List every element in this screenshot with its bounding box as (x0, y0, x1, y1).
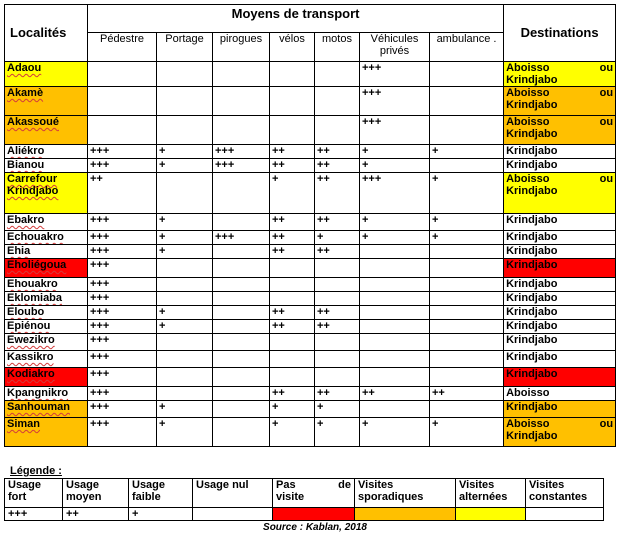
cell-pirogues (213, 401, 270, 418)
cell-ambulance (430, 292, 504, 306)
cell-velos: ++ (270, 214, 315, 231)
cell-motos: ++ (315, 159, 360, 173)
cell-pedestre: +++ (88, 351, 157, 368)
cell-pedestre: +++ (88, 334, 157, 351)
localite-ewezikro: Ewezikro (5, 334, 88, 351)
cell-pirogues (213, 387, 270, 401)
cell-portage: + (157, 159, 213, 173)
destination-cell: Krindjabo (504, 292, 616, 306)
cell-pedestre (88, 87, 157, 116)
cell-motos: ++ (315, 173, 360, 214)
cell-motos: + (315, 401, 360, 418)
cell-ambulance (430, 87, 504, 116)
cell-motos: ++ (315, 145, 360, 159)
cell-vehicules-prives: + (360, 214, 430, 231)
table-row (5, 62, 616, 87)
cell-motos: ++ (315, 320, 360, 334)
table-row (5, 418, 616, 447)
table-row (5, 116, 616, 145)
cell-motos: ++ (315, 306, 360, 320)
legend-title: Légende : (10, 465, 62, 477)
legend-label-visites-constantes: Visites constantes (526, 479, 604, 508)
cell-velos: ++ (270, 306, 315, 320)
cell-velos: ++ (270, 159, 315, 173)
cell-portage: + (157, 418, 213, 447)
cell-pirogues (213, 306, 270, 320)
col-header-vehicules-prives: Véhicules privés (360, 33, 430, 62)
localite-akassoue: Akassoué (5, 116, 88, 145)
cell-ambulance (430, 401, 504, 418)
cell-vehicules-prives (360, 306, 430, 320)
localite-aliekro: Aliékro (5, 145, 88, 159)
localite-bianou: Bianou (5, 159, 88, 173)
cell-ambulance: + (430, 418, 504, 447)
cell-pirogues (213, 292, 270, 306)
cell-vehicules-prives: + (360, 231, 430, 245)
cell-portage: + (157, 145, 213, 159)
destination-cell: Aboisso ou Krindjabo (504, 62, 616, 87)
legend-symbol: + (129, 508, 193, 521)
cell-velos (270, 334, 315, 351)
localite-eholiegoua: Eholiégoua (5, 259, 88, 278)
cell-motos (315, 351, 360, 368)
cell-pedestre: +++ (88, 214, 157, 231)
legend-label-usage-fort: Usage fort (5, 479, 63, 508)
cell-portage: + (157, 245, 213, 259)
col-header-pirogues: pirogues (213, 33, 270, 62)
cell-ambulance: + (430, 231, 504, 245)
cell-velos: ++ (270, 145, 315, 159)
cell-pedestre: +++ (88, 259, 157, 278)
cell-ambulance: + (430, 214, 504, 231)
table-row (5, 292, 616, 306)
cell-ambulance (430, 245, 504, 259)
cell-ambulance (430, 259, 504, 278)
legend-label-visites-sporadiques: Visites sporadiques (355, 479, 456, 508)
cell-motos (315, 334, 360, 351)
cell-motos (315, 116, 360, 145)
cell-portage (157, 368, 213, 387)
cell-pedestre: +++ (88, 418, 157, 447)
cell-velos (270, 292, 315, 306)
legend-swatch-orange (355, 508, 456, 521)
legend-label-visites-alternees: Visites alternées (456, 479, 526, 508)
table-row (5, 214, 616, 231)
destination-cell: Krindjabo (504, 145, 616, 159)
cell-ambulance: + (430, 173, 504, 214)
cell-pedestre: +++ (88, 145, 157, 159)
cell-velos: ++ (270, 231, 315, 245)
cell-velos: + (270, 418, 315, 447)
table-row (5, 387, 616, 401)
cell-portage (157, 173, 213, 214)
cell-pedestre (88, 116, 157, 145)
table-row (5, 173, 616, 214)
cell-vehicules-prives: + (360, 418, 430, 447)
table-row (5, 368, 616, 387)
legend-label-usage-nul: Usage nul (193, 479, 273, 508)
cell-motos: + (315, 231, 360, 245)
cell-pirogues (213, 116, 270, 145)
cell-motos: ++ (315, 387, 360, 401)
cell-velos: ++ (270, 320, 315, 334)
cell-velos (270, 62, 315, 87)
cell-pedestre: +++ (88, 306, 157, 320)
cell-pirogues (213, 278, 270, 292)
cell-pirogues: +++ (213, 159, 270, 173)
table-row (5, 87, 616, 116)
legend-label-usage-faible: Usage faible (129, 479, 193, 508)
cell-pirogues (213, 418, 270, 447)
cell-portage: + (157, 320, 213, 334)
col-header-motos: motos (315, 33, 360, 62)
cell-vehicules-prives (360, 292, 430, 306)
localite-kpangnikro: Kpangnikro (5, 387, 88, 401)
localite-carrefour-krindjabo: Carrefour Krindjabo (5, 173, 88, 214)
cell-ambulance (430, 159, 504, 173)
cell-ambulance (430, 334, 504, 351)
cell-ambulance (430, 368, 504, 387)
cell-vehicules-prives (360, 351, 430, 368)
cell-portage (157, 387, 213, 401)
legend-swatch-red (273, 508, 355, 521)
destination-cell: Aboisso ou Krindjabo (504, 87, 616, 116)
cell-ambulance (430, 320, 504, 334)
cell-motos: ++ (315, 214, 360, 231)
col-header-ambulance: ambulance . (430, 33, 504, 62)
localite-adaou: Adaou (5, 62, 88, 87)
destination-cell: Krindjabo (504, 231, 616, 245)
cell-motos (315, 368, 360, 387)
cell-velos (270, 259, 315, 278)
cell-vehicules-prives (360, 368, 430, 387)
localite-ehouakro: Ehouakro (5, 278, 88, 292)
cell-pedestre: +++ (88, 368, 157, 387)
cell-vehicules-prives (360, 245, 430, 259)
localite-echouakro: Echouakro (5, 231, 88, 245)
cell-portage (157, 116, 213, 145)
cell-pedestre (88, 62, 157, 87)
cell-pirogues (213, 62, 270, 87)
table-row (5, 334, 616, 351)
table-row (5, 159, 616, 173)
cell-vehicules-prives (360, 401, 430, 418)
destination-cell: Krindjabo (504, 306, 616, 320)
table-row (5, 145, 616, 159)
cell-portage (157, 351, 213, 368)
legend-label-usage-moyen: Usage moyen (63, 479, 129, 508)
destination-cell: Krindjabo (504, 159, 616, 173)
cell-motos (315, 278, 360, 292)
localite-eloubo: Eloubo (5, 306, 88, 320)
cell-pirogues (213, 87, 270, 116)
cell-velos (270, 278, 315, 292)
cell-pirogues: +++ (213, 231, 270, 245)
cell-pedestre: +++ (88, 320, 157, 334)
localite-kassikro: Kassikro (5, 351, 88, 368)
cell-pirogues (213, 320, 270, 334)
header-moyens-transport: Moyens de transport (88, 5, 504, 33)
legend-swatch-yellow (456, 508, 526, 521)
cell-velos: ++ (270, 245, 315, 259)
cell-pedestre: +++ (88, 401, 157, 418)
cell-velos (270, 351, 315, 368)
cell-portage: + (157, 306, 213, 320)
table-row (5, 245, 616, 259)
cell-velos (270, 368, 315, 387)
table-row (5, 259, 616, 278)
cell-vehicules-prives: +++ (360, 87, 430, 116)
cell-portage (157, 334, 213, 351)
cell-ambulance: ++ (430, 387, 504, 401)
cell-portage (157, 292, 213, 306)
destination-cell: Krindjabo (504, 368, 616, 387)
cell-velos (270, 87, 315, 116)
table-row (5, 306, 616, 320)
cell-pirogues (213, 351, 270, 368)
cell-vehicules-prives: + (360, 159, 430, 173)
table-row (5, 278, 616, 292)
destination-cell: Aboisso ou Krindjabo (504, 418, 616, 447)
cell-ambulance (430, 278, 504, 292)
cell-velos: ++ (270, 387, 315, 401)
destination-cell: Krindjabo (504, 259, 616, 278)
cell-velos: + (270, 401, 315, 418)
cell-pedestre: +++ (88, 245, 157, 259)
cell-pirogues (213, 214, 270, 231)
cell-pirogues: +++ (213, 145, 270, 159)
destination-cell: Krindjabo (504, 320, 616, 334)
cell-pedestre: +++ (88, 292, 157, 306)
destination-cell: Krindjabo (504, 334, 616, 351)
transport-table (4, 4, 616, 447)
localite-eklomiaba: Eklomiaba (5, 292, 88, 306)
cell-portage (157, 62, 213, 87)
cell-ambulance (430, 62, 504, 87)
cell-portage (157, 278, 213, 292)
col-header-velos: vélos (270, 33, 315, 62)
cell-pedestre: +++ (88, 159, 157, 173)
localite-siman: Siman (5, 418, 88, 447)
cell-velos: + (270, 173, 315, 214)
cell-portage: + (157, 231, 213, 245)
cell-pirogues (213, 173, 270, 214)
cell-pedestre: +++ (88, 231, 157, 245)
cell-portage (157, 259, 213, 278)
localite-ehia: Ehia (5, 245, 88, 259)
cell-ambulance: + (430, 145, 504, 159)
legend-table (4, 478, 604, 521)
cell-portage (157, 87, 213, 116)
cell-portage: + (157, 401, 213, 418)
destination-cell: Aboisso ou Krindjabo (504, 116, 616, 145)
cell-vehicules-prives: +++ (360, 62, 430, 87)
legend-symbol (193, 508, 273, 521)
cell-vehicules-prives: + (360, 145, 430, 159)
cell-motos (315, 292, 360, 306)
localite-epienou: Epiénou (5, 320, 88, 334)
cell-vehicules-prives: +++ (360, 173, 430, 214)
cell-vehicules-prives (360, 259, 430, 278)
cell-vehicules-prives (360, 278, 430, 292)
legend-symbol: ++ (63, 508, 129, 521)
cell-ambulance (430, 306, 504, 320)
source-note: Source : Kablan, 2018 (263, 522, 367, 533)
destination-cell: Aboisso (504, 387, 616, 401)
header-localites: Localités (5, 5, 88, 62)
legend-label-pas-de-visite: Pas de visite (273, 479, 355, 508)
cell-pirogues (213, 368, 270, 387)
table-row (5, 320, 616, 334)
destination-cell: Krindjabo (504, 245, 616, 259)
cell-portage: + (157, 214, 213, 231)
cell-vehicules-prives: +++ (360, 116, 430, 145)
cell-vehicules-prives (360, 320, 430, 334)
table-row (5, 401, 616, 418)
cell-vehicules-prives: ++ (360, 387, 430, 401)
cell-ambulance (430, 116, 504, 145)
table-row (5, 351, 616, 368)
destination-cell: Krindjabo (504, 278, 616, 292)
destination-cell: Krindjabo (504, 351, 616, 368)
cell-motos (315, 62, 360, 87)
col-header-portage: Portage (157, 33, 213, 62)
cell-pirogues (213, 334, 270, 351)
cell-pirogues (213, 259, 270, 278)
destination-cell: Krindjabo (504, 401, 616, 418)
cell-motos: ++ (315, 245, 360, 259)
cell-ambulance (430, 351, 504, 368)
localite-sanhouman: Sanhouman (5, 401, 88, 418)
col-header-pedestre: Pédestre (88, 33, 157, 62)
cell-pedestre: ++ (88, 173, 157, 214)
legend-symbol (526, 508, 604, 521)
cell-pirogues (213, 245, 270, 259)
cell-pedestre: +++ (88, 278, 157, 292)
cell-motos (315, 87, 360, 116)
header-destinations: Destinations (504, 5, 616, 62)
destination-cell: Aboisso ou Krindjabo (504, 173, 616, 214)
table-row (5, 231, 616, 245)
localite-akame: Akamè (5, 87, 88, 116)
cell-vehicules-prives (360, 334, 430, 351)
localite-kodiakro: Kodiakro (5, 368, 88, 387)
cell-pedestre: +++ (88, 387, 157, 401)
localite-ebakro: Ebakro (5, 214, 88, 231)
cell-motos (315, 259, 360, 278)
cell-motos: + (315, 418, 360, 447)
legend-symbol: +++ (5, 508, 63, 521)
destination-cell: Krindjabo (504, 214, 616, 231)
cell-velos (270, 116, 315, 145)
